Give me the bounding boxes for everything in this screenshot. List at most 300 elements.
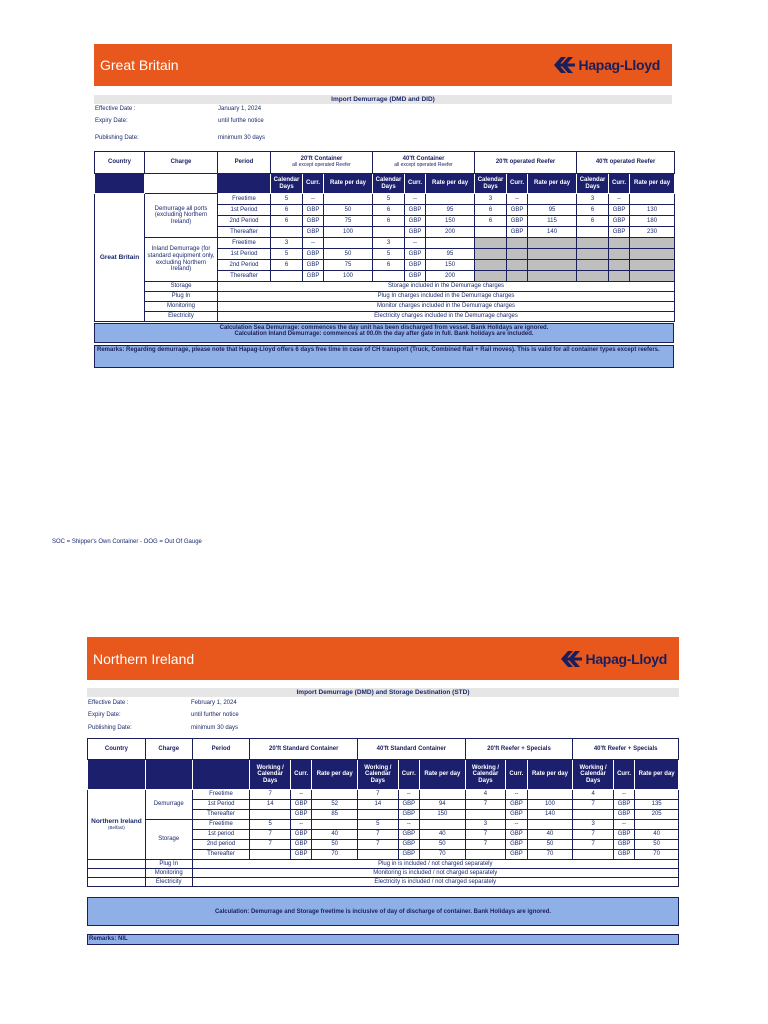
hapag-lloyd-logo-icon — [553, 57, 575, 73]
period-cell: Freetime — [218, 194, 271, 205]
value-cell: -- — [405, 194, 426, 205]
na-cell — [528, 260, 577, 271]
empty-cell — [88, 869, 146, 878]
value-cell: 180 — [630, 216, 675, 227]
group-header-40ft — [373, 152, 475, 174]
value-cell — [250, 850, 291, 860]
header-blank — [145, 174, 218, 194]
value-cell: GBP — [291, 840, 312, 850]
value-cell: 4 — [465, 790, 506, 800]
value-cell — [577, 227, 609, 238]
subheader-days: Working / Calendar Days — [465, 760, 506, 790]
value-cell: -- — [291, 790, 312, 800]
value-cell: 7 — [358, 790, 399, 800]
value-cell: GBP — [398, 830, 419, 840]
footnote: SOC = Shipper's Own Container - OOG = Out Of Gauge — [52, 539, 202, 545]
value-cell: 85 — [312, 810, 358, 820]
value-cell: GBP — [303, 227, 324, 238]
na-cell — [528, 249, 577, 260]
table-row — [88, 790, 679, 800]
value-cell: GBP — [398, 800, 419, 810]
country-name: Northern Ireland — [91, 818, 142, 826]
value-cell: 70 — [527, 850, 573, 860]
value-cell: -- — [506, 820, 527, 830]
value-cell: 75 — [324, 260, 373, 271]
effective-date-label: Effective Date : — [95, 106, 136, 112]
na-cell — [528, 238, 577, 249]
value-cell: 7 — [250, 830, 291, 840]
value-cell: 6 — [475, 216, 507, 227]
storage-note: Storage included in the Demurrage charges — [218, 282, 675, 292]
table-row — [88, 860, 679, 869]
na-cell — [630, 271, 675, 282]
value-cell: GBP — [507, 205, 528, 216]
group-header-40ft-reefer: 40'ft operated Reefer — [577, 152, 675, 174]
value-cell: 95 — [528, 205, 577, 216]
table-row — [95, 282, 675, 292]
value-cell: 40 — [419, 830, 465, 840]
charge-electricity: Electricity — [145, 312, 218, 322]
header-blank — [218, 174, 271, 194]
value-cell: GBP — [405, 249, 426, 260]
ni-tariff-table — [87, 738, 679, 887]
value-cell: GBP — [506, 800, 527, 810]
value-cell: GBP — [303, 205, 324, 216]
ni-region-title: Northern Ireland — [93, 651, 195, 667]
na-cell — [475, 249, 507, 260]
value-cell: GBP — [291, 810, 312, 820]
na-cell — [475, 260, 507, 271]
expiry-date-label: Expiry Date: — [95, 118, 128, 124]
value-cell: 6 — [475, 205, 507, 216]
value-cell: GBP — [303, 260, 324, 271]
group-title: 40'ft Container — [402, 156, 445, 163]
value-cell: GBP — [291, 830, 312, 840]
value-cell: -- — [613, 820, 634, 830]
value-cell: GBP — [506, 810, 527, 820]
subheader-days: Working / Calendar Days — [250, 760, 291, 790]
na-cell — [507, 249, 528, 260]
na-cell — [577, 271, 609, 282]
table-row — [88, 820, 679, 830]
subheader-curr: Curr. — [506, 760, 527, 790]
value-cell: GBP — [398, 840, 419, 850]
value-cell — [573, 810, 614, 820]
value-cell — [465, 850, 506, 860]
value-cell: 7 — [573, 830, 614, 840]
value-cell: GBP — [405, 260, 426, 271]
value-cell: -- — [507, 194, 528, 205]
period-cell: 2nd period — [192, 840, 250, 850]
electricity-note: Electricity is included / not charged separately — [192, 878, 678, 887]
value-cell: GBP — [506, 850, 527, 860]
country-subname: (Belfast) — [108, 824, 125, 830]
value-cell: -- — [609, 194, 630, 205]
value-cell: GBP — [291, 800, 312, 810]
value-cell — [527, 790, 573, 800]
value-cell: 7 — [358, 840, 399, 850]
subheader-days: Calendar Days — [577, 174, 609, 194]
publishing-date-value: minimum 30 days — [218, 135, 266, 141]
ni-banner — [87, 637, 679, 680]
value-cell: 3 — [271, 238, 303, 249]
effective-date-value: January 1, 2024 — [218, 106, 262, 112]
value-cell — [358, 810, 399, 820]
ni-calculation-box — [87, 897, 679, 926]
value-cell: 50 — [324, 249, 373, 260]
period-header: Period — [192, 739, 250, 760]
value-cell: 140 — [528, 227, 577, 238]
effective-date-value: February 1, 2024 — [191, 700, 237, 706]
value-cell: GBP — [506, 840, 527, 850]
plugin-note: Plug In charges included in the Demurrage charges — [218, 292, 675, 302]
monitoring-note: Monitor charges included in the Demurrage charges — [218, 302, 675, 312]
value-cell: 3 — [475, 194, 507, 205]
charge-storage: Storage — [145, 820, 192, 860]
charge-monitoring: Monitoring — [145, 869, 192, 878]
value-cell — [635, 790, 679, 800]
value-cell: 5 — [271, 194, 303, 205]
na-cell — [507, 260, 528, 271]
group-title: 20'ft Container — [300, 156, 343, 163]
value-cell — [324, 238, 373, 249]
na-cell — [630, 260, 675, 271]
value-cell — [419, 790, 465, 800]
value-cell: 7 — [358, 830, 399, 840]
value-cell: 52 — [312, 800, 358, 810]
period-cell: 1st period — [192, 830, 250, 840]
charge-electricity: Electricity — [145, 878, 192, 887]
value-cell: 7 — [573, 840, 614, 850]
subheader-rate: Rate per day — [527, 760, 573, 790]
value-cell: 6 — [271, 205, 303, 216]
value-cell — [358, 850, 399, 860]
charge-plugin: Plug In — [145, 292, 218, 302]
value-cell: 14 — [250, 800, 291, 810]
publishing-date-label: Publishing Date: — [95, 135, 139, 141]
gb-remarks: Remarks: Regarding demurrage, please note that Hapag-Lloyd offers 6 days free time in case of CH transport (Truck, Combined Rail + Rail moves). This is valid for all container types except reefers. — [94, 345, 674, 368]
value-cell: -- — [398, 820, 419, 830]
subheader-curr: Curr. — [507, 174, 528, 194]
charge-header: Charge — [145, 152, 218, 174]
value-cell: GBP — [405, 205, 426, 216]
value-cell — [373, 227, 405, 238]
subheader-curr: Curr. — [398, 760, 419, 790]
expiry-date-value: until further notice — [191, 712, 239, 718]
period-cell: 1st Period — [218, 205, 271, 216]
value-cell: 6 — [577, 216, 609, 227]
value-cell: 3 — [577, 194, 609, 205]
period-cell: 1st Period — [192, 800, 250, 810]
value-cell: -- — [303, 194, 324, 205]
group-subtitle: all except operated Reefer — [394, 162, 453, 169]
na-cell — [630, 249, 675, 260]
charge-demurrage: Demurrage — [145, 790, 192, 820]
header-blank — [145, 760, 192, 790]
value-cell: GBP — [398, 810, 419, 820]
table-row — [88, 878, 679, 887]
charge-demurrage: Demurrage all ports (excluding Northern Ireland) — [145, 194, 218, 238]
value-cell: 100 — [527, 800, 573, 810]
gb-logo — [553, 57, 660, 73]
value-cell: 6 — [373, 260, 405, 271]
na-cell — [609, 249, 630, 260]
na-cell — [528, 271, 577, 282]
value-cell: 70 — [419, 850, 465, 860]
value-cell: 5 — [358, 820, 399, 830]
value-cell: 3 — [465, 820, 506, 830]
subheader-curr: Curr. — [303, 174, 324, 194]
value-cell: GBP — [613, 840, 634, 850]
na-cell — [475, 271, 507, 282]
value-cell — [426, 194, 475, 205]
charge-storage: Storage — [145, 282, 218, 292]
electricity-note: Electricity charges included in the Demurrage charges — [218, 312, 675, 322]
value-cell — [528, 194, 577, 205]
na-cell — [609, 271, 630, 282]
value-cell: GBP — [613, 850, 634, 860]
value-cell: -- — [506, 790, 527, 800]
ni-heading: Import Demurrage (DMD) and Storage Destination (STD) — [87, 688, 679, 697]
charge-inland-demurrage: Inland Demurrage (for standard equipment only, excluding Northern Ireland) — [145, 238, 218, 282]
na-cell — [609, 260, 630, 271]
value-cell: -- — [291, 820, 312, 830]
value-cell: 7 — [465, 830, 506, 840]
period-cell: 2nd Period — [218, 216, 271, 227]
na-cell — [577, 260, 609, 271]
group-subtitle: all except operated Reefer — [292, 162, 351, 169]
gb-calculation-box — [94, 323, 674, 343]
header-blank — [95, 174, 145, 194]
na-cell — [577, 238, 609, 249]
subheader-rate: Rate per day — [426, 174, 475, 194]
period-cell: Freetime — [192, 790, 250, 800]
country-header: Country — [88, 739, 146, 760]
value-cell: 100 — [324, 271, 373, 282]
country-header: Country — [95, 152, 145, 174]
na-cell — [609, 238, 630, 249]
value-cell: 95 — [426, 205, 475, 216]
table-row — [95, 238, 675, 249]
ni-logo — [560, 651, 667, 667]
value-cell: 70 — [635, 850, 679, 860]
gb-logo-text: Hapag-Lloyd — [578, 57, 660, 73]
value-cell: 6 — [373, 205, 405, 216]
value-cell: 7 — [250, 840, 291, 850]
subheader-days: Calendar Days — [271, 174, 303, 194]
expiry-date-value: until furthe notice — [218, 118, 264, 124]
value-cell: 5 — [373, 194, 405, 205]
subheader-rate: Rate per day — [324, 174, 373, 194]
value-cell: 7 — [573, 800, 614, 810]
value-cell — [465, 810, 506, 820]
table-row — [95, 292, 675, 302]
plugin-note: Plug in is included / not charged separately — [192, 860, 678, 869]
value-cell: 4 — [573, 790, 614, 800]
value-cell: 6 — [373, 216, 405, 227]
value-cell: 150 — [426, 216, 475, 227]
table-row — [95, 194, 675, 205]
ni-remarks: Remarks: NIL — [87, 934, 679, 945]
gb-region-title: Great Britain — [100, 57, 179, 73]
period-cell: Thereafter — [218, 227, 271, 238]
value-cell: 200 — [426, 271, 475, 282]
value-cell: 50 — [635, 840, 679, 850]
value-cell: 50 — [419, 840, 465, 850]
value-cell: 70 — [312, 850, 358, 860]
value-cell: GBP — [609, 227, 630, 238]
period-cell: Freetime — [192, 820, 250, 830]
subheader-rate: Rate per day — [419, 760, 465, 790]
value-cell: 5 — [250, 820, 291, 830]
publishing-date-value: minimum 30 days — [191, 725, 239, 731]
value-cell: 50 — [527, 840, 573, 850]
value-cell — [250, 810, 291, 820]
subheader-days: Calendar Days — [373, 174, 405, 194]
group-header-20ft-reefer: 20'ft operated Reefer — [475, 152, 577, 174]
value-cell: 7 — [465, 840, 506, 850]
value-cell: GBP — [609, 205, 630, 216]
value-cell: GBP — [405, 227, 426, 238]
period-cell: Thereafter — [218, 271, 271, 282]
subheader-curr: Curr. — [609, 174, 630, 194]
value-cell: 115 — [528, 216, 577, 227]
value-cell: GBP — [609, 216, 630, 227]
value-cell — [419, 820, 465, 830]
period-header: Period — [218, 152, 271, 174]
value-cell: 3 — [373, 238, 405, 249]
value-cell: 135 — [635, 800, 679, 810]
value-cell — [573, 850, 614, 860]
gb-heading: Import Demurrage (DMD and DID) — [94, 95, 672, 104]
value-cell: 40 — [312, 830, 358, 840]
value-cell: GBP — [405, 271, 426, 282]
value-cell: GBP — [507, 216, 528, 227]
charge-header: Charge — [145, 739, 192, 760]
value-cell: 50 — [324, 205, 373, 216]
value-cell: 3 — [573, 820, 614, 830]
table-row — [95, 302, 675, 312]
value-cell: 200 — [426, 227, 475, 238]
value-cell: 7 — [465, 800, 506, 810]
value-cell: 100 — [324, 227, 373, 238]
value-cell — [635, 820, 679, 830]
value-cell: GBP — [613, 800, 634, 810]
ni-logo-text: Hapag-Lloyd — [585, 651, 667, 667]
period-cell: Freetime — [218, 238, 271, 249]
header-blank — [88, 760, 146, 790]
ni-calc-text: Calculation: Demurrage and Storage freetime is inclusive of day of discharge of container. Bank Holidays are ignored. — [214, 909, 552, 915]
value-cell: 140 — [527, 810, 573, 820]
na-cell — [507, 271, 528, 282]
empty-cell — [88, 860, 146, 869]
period-cell: Thereafter — [192, 810, 250, 820]
country-cell: Great Britain — [95, 194, 145, 322]
value-cell: 6 — [271, 260, 303, 271]
hapag-lloyd-logo-icon — [560, 651, 582, 667]
value-cell: 150 — [419, 810, 465, 820]
value-cell: -- — [613, 790, 634, 800]
value-cell: GBP — [303, 216, 324, 227]
subheader-days: Working / Calendar Days — [358, 760, 399, 790]
publishing-date-label: Publishing Date: — [88, 725, 132, 731]
subheader-days: Working / Calendar Days — [573, 760, 614, 790]
value-cell: 40 — [635, 830, 679, 840]
group-header-40ft-standard: 40'ft Standard Container — [358, 739, 466, 760]
subheader-rate: Rate per day — [312, 760, 358, 790]
value-cell: -- — [303, 238, 324, 249]
value-cell: 50 — [312, 840, 358, 850]
table-row — [95, 312, 675, 322]
value-cell — [373, 271, 405, 282]
gb-calc-inland: Calculation Inland Demurrage: commences at 00.0h the day after gate in full. Bank holidays are included. — [234, 331, 534, 337]
value-cell — [271, 271, 303, 282]
group-header-20ft — [271, 152, 373, 174]
value-cell — [527, 820, 573, 830]
value-cell: 75 — [324, 216, 373, 227]
gb-calc-sea: Calculation Sea Demurrage: commences the day unit has been discharged from vessel. Bank Holidays are ignored. — [219, 325, 549, 331]
value-cell: -- — [398, 790, 419, 800]
monitoring-note: Monitoring is included / not charged separately — [192, 869, 678, 878]
value-cell: GBP — [303, 249, 324, 260]
subheader-days: Calendar Days — [475, 174, 507, 194]
value-cell: 5 — [373, 249, 405, 260]
value-cell — [324, 194, 373, 205]
value-cell — [475, 227, 507, 238]
subheader-curr: Curr. — [291, 760, 312, 790]
value-cell: GBP — [398, 850, 419, 860]
value-cell — [312, 820, 358, 830]
period-cell: 2nd Period — [218, 260, 271, 271]
value-cell: GBP — [613, 810, 634, 820]
value-cell: 205 — [635, 810, 679, 820]
charge-plugin: Plug In — [145, 860, 192, 869]
na-cell — [577, 249, 609, 260]
effective-date-label: Effective Date : — [88, 700, 129, 706]
period-cell: 1st Period — [218, 249, 271, 260]
value-cell: 6 — [271, 216, 303, 227]
country-cell — [88, 790, 146, 860]
value-cell: -- — [405, 238, 426, 249]
subheader-rate: Rate per day — [635, 760, 679, 790]
period-cell: Thereafter — [192, 850, 250, 860]
value-cell — [630, 194, 675, 205]
header-blank — [192, 760, 250, 790]
value-cell — [312, 790, 358, 800]
table-row — [88, 869, 679, 878]
value-cell — [271, 227, 303, 238]
subheader-curr: Curr. — [405, 174, 426, 194]
value-cell: 40 — [527, 830, 573, 840]
value-cell: GBP — [506, 830, 527, 840]
value-cell: GBP — [507, 227, 528, 238]
value-cell: GBP — [303, 271, 324, 282]
value-cell: 94 — [419, 800, 465, 810]
subheader-rate: Rate per day — [528, 174, 577, 194]
value-cell: 150 — [426, 260, 475, 271]
group-header-20ft-standard: 20'ft Standard Container — [250, 739, 358, 760]
group-header-20ft-reefer: 20'ft Reefer + Specials — [465, 739, 573, 760]
empty-cell — [88, 878, 146, 887]
gb-banner — [94, 44, 672, 86]
value-cell: 130 — [630, 205, 675, 216]
charge-monitoring: Monitoring — [145, 302, 218, 312]
value-cell: 230 — [630, 227, 675, 238]
group-header-40ft-reefer: 40'ft Reefer + Specials — [573, 739, 679, 760]
gb-tariff-table — [94, 151, 675, 322]
value-cell: 7 — [250, 790, 291, 800]
subheader-curr: Curr. — [613, 760, 634, 790]
